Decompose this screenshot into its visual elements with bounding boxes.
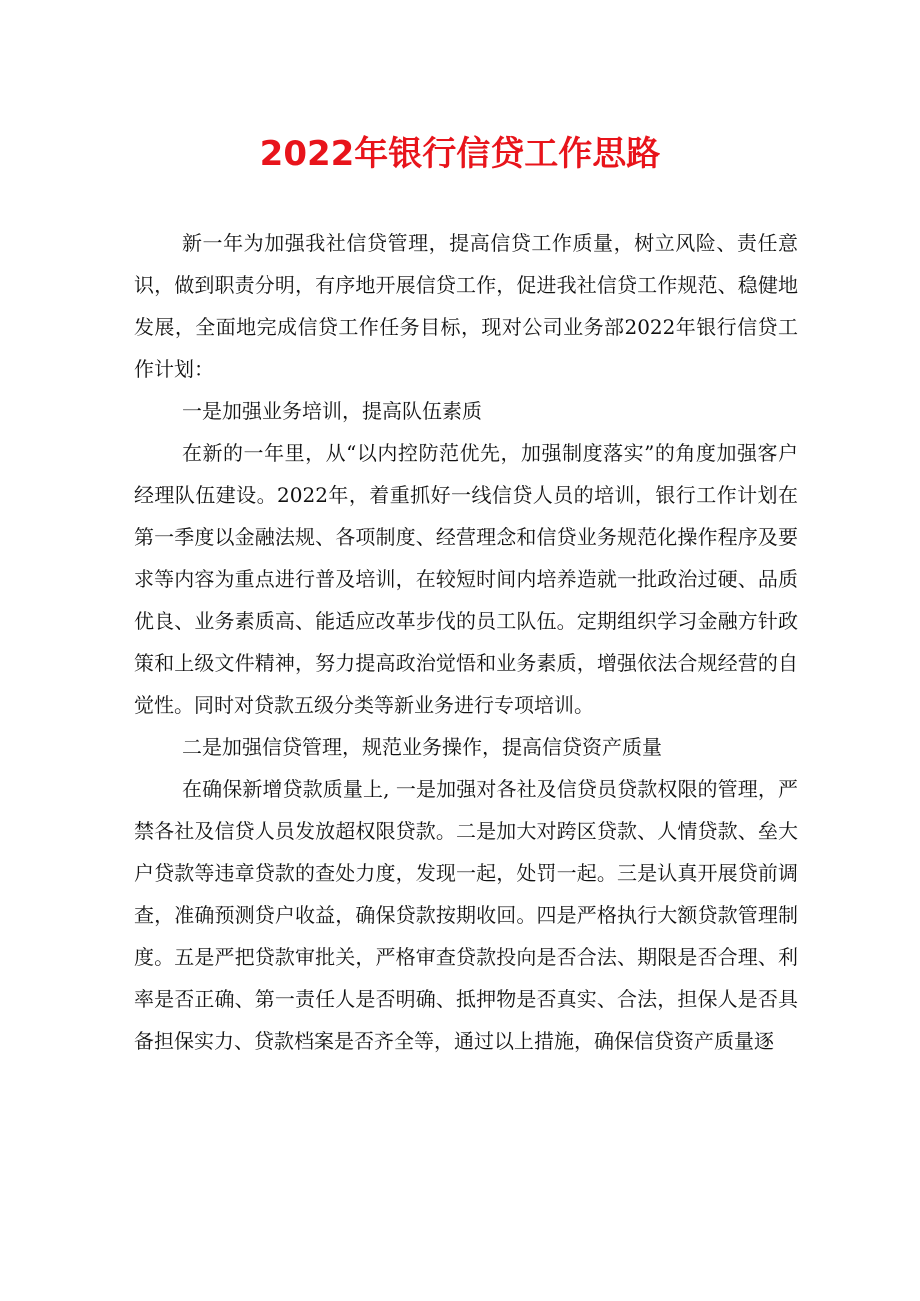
section-heading-2: 二是加强信贷管理，规范业务操作，提高信贷资产质量 <box>182 735 662 759</box>
paragraph-section-1: 在新的一年里，从“以内控防范优先，加强制度落实”的角度加强客户经理队伍建设。2022年，着重抓好一线信贷人员的培训，银行工作计划在第一季度以金融法规、各项制度、经营理念和信贷业务规范化操作程序及要求等内容为重点进行普及培训，在较短时间内培养造就一批政治过硬、品质优良、业务素质高、能适应改革步伐的员工队伍。定期组织学习金融方针政策和上级文件精神，努力提高政治觉悟和业务素质，增强依法合规经营的自觉性。同时对贷款五级分类等新业务进行专项培训。 <box>134 441 798 717</box>
paragraph-section-2: 在确保新增贷款质量上, 一是加强对各社及信贷员贷款权限的管理，严禁各社及信贷人员发放超权限贷款。二是加大对跨区贷款、人情贷款、垒大户贷款等违章贷款的查处力度，发现一起，处罚一起。三是认真开展贷前调查，准确预测贷户收益，确保贷款按期收回。四是严格执行大额贷款管理制度。五是严把贷款审批关，严格审查贷款投向是否合法、期限是否合理、利率是否正确、第一责任人是否明确、抵押物是否真实、合法，担保人是否具备担保实力、贷款档案是否齐全等，通过以上措施，确保信贷资产质量逐 <box>134 777 798 1053</box>
section-heading-1: 一是加强业务培训，提高队伍素质 <box>182 399 482 423</box>
document-title: 2022年银行信贷工作思路 <box>259 134 661 174</box>
paragraph-intro: 新一年为加强我社信贷管理，提高信贷工作质量，树立风险、责任意识，做到职责分明，有序地开展信贷工作，促进我社信贷工作规范、稳健地发展，全面地完成信贷工作任务目标，现对公司业务部2022年银行信贷工作计划： <box>134 231 798 381</box>
document-body <box>134 222 798 1062</box>
